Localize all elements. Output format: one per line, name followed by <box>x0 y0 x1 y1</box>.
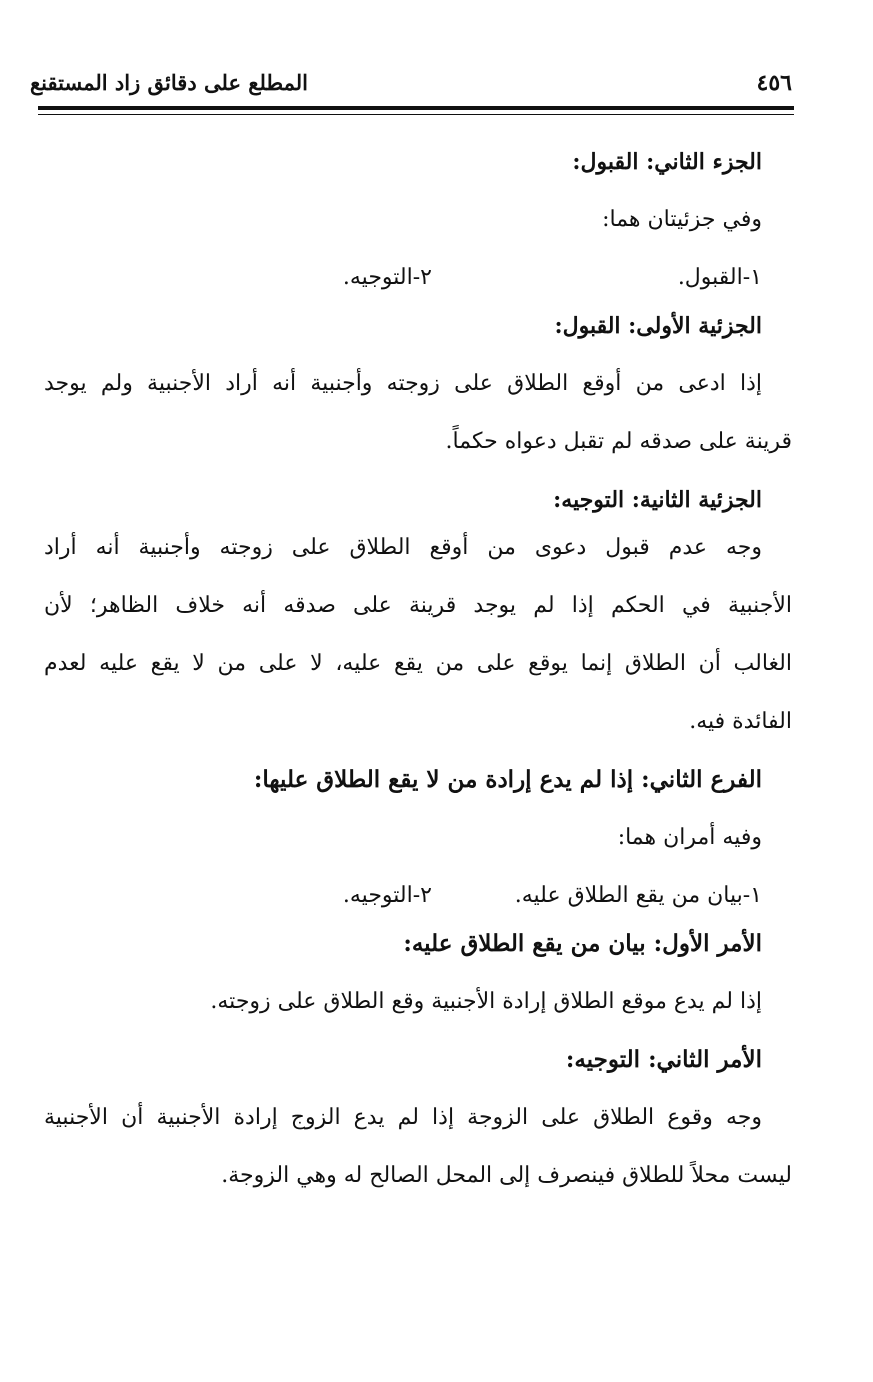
list-item: ٢-التوجيه. <box>342 265 432 290</box>
list-row <box>44 256 792 304</box>
page-body <box>44 140 792 1212</box>
text-line: وجه عدم قبول دعوى من أوقع الطلاق على زوجته وأجنبية أنه أراد <box>44 535 762 560</box>
heading-branch-two: الفرع الثاني: إذا لم يدع إرادة من لا يقع الطلاق عليها: <box>253 766 762 793</box>
heading-sub-two: الجزئية الثانية: التوجيه: <box>553 487 762 513</box>
text-line: الأجنبية في الحكم إذا لم يوجد قرينة على صدقه أنه خلاف الظاهر؛ لأن <box>44 593 792 618</box>
heading-part-two: الجزء الثاني: القبول: <box>572 149 762 175</box>
text-line: وجه وقوع الطلاق على الزوجة إذا لم يدع الزوج إرادة الأجنبية أن الأجنبية <box>44 1105 762 1130</box>
text-line: وفيه أمران هما: <box>617 825 762 850</box>
header-rule-thick <box>38 106 794 110</box>
page-number: ٤٥٦ <box>756 70 792 96</box>
list-item: ١-بيان من يقع الطلاق عليه. <box>514 883 762 908</box>
text-line: وفي جزئيتان هما: <box>602 207 762 232</box>
text-line: إذا لم يدع موقع الطلاق إرادة الأجنبية وقع الطلاق على زوجته. <box>210 989 762 1014</box>
text-line: إذا ادعى من أوقع الطلاق على زوجته وأجنبية أنه أراد الأجنبية ولم يوجد <box>44 371 762 396</box>
list-row <box>44 874 792 922</box>
header-rule-thin <box>38 114 794 115</box>
heading-sub-one: الجزئية الأولى: القبول: <box>554 313 762 339</box>
text-line: قرينة على صدقه لم تقبل دعواه حكماً. <box>445 429 792 454</box>
list-item: ٢-التوجيه. <box>342 883 432 908</box>
book-title: المطلع على دقائق زاد المستقنع <box>30 70 309 95</box>
text-line: الغالب أن الطلاق إنما يوقع على من يقع عليه، لا على من لا يقع عليه لعدم <box>44 651 792 676</box>
heading-matter-two: الأمر الثاني: التوجيه: <box>565 1046 762 1073</box>
running-header <box>30 70 792 100</box>
heading-matter-one: الأمر الأول: بيان من يقع الطلاق عليه: <box>403 930 762 957</box>
list-item: ١-القبول. <box>677 265 762 290</box>
text-line: الفائدة فيه. <box>689 709 792 734</box>
text-line: ليست محلاً للطلاق فينصرف إلى المحل الصالح له وهي الزوجة. <box>221 1163 792 1188</box>
